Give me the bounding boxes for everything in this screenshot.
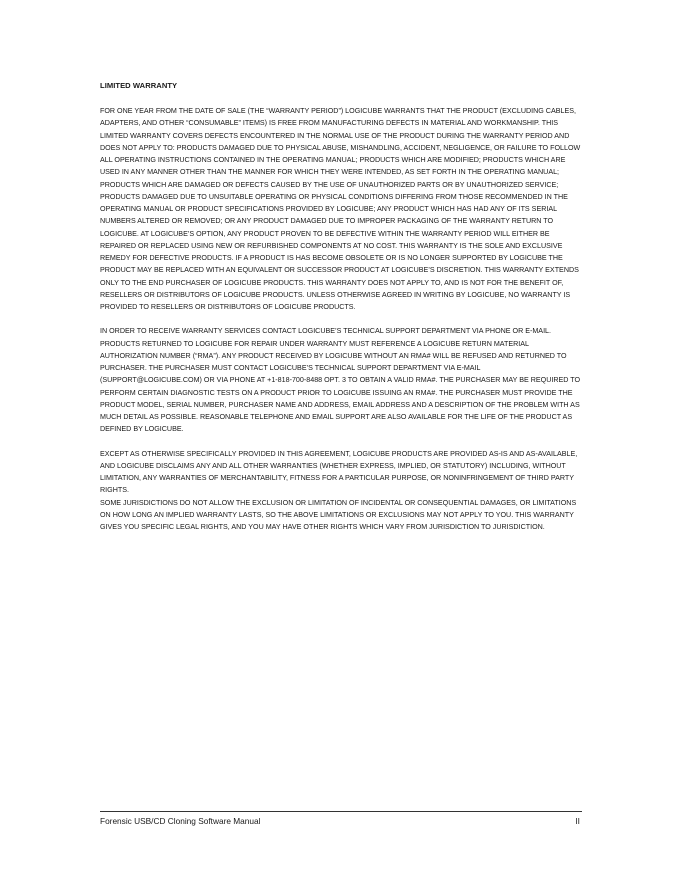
warranty-paragraph-coverage: FOR ONE YEAR FROM THE DATE OF SALE (THE “WARRANTY PERIOD”) LOGICUBE WARRANTS THAT THE PRODUCT (EXCLUDING CABLES, ADAPTERS, AND OTHER “CONSUMABLE” ITEMS) IS FREE FROM MANUFACTURING DEFECTS IN MATERIAL AND WORKMANSHIP. THIS LIMITED WARRANTY COVERS DEFECTS ENCOUNTERED IN THE NORMAL USE OF THE PRODUCT DURING THE WARRANTY PERIOD AND DOES NOT APPLY TO: PRODUCTS DAMAGED DUE TO PHYSICAL ABUSE, MISHANDLING, ACCIDENT, NEGLIGENCE, OR FAILURE TO FOLLOW ALL OPERATING INSTRUCTIONS CONTAINED IN THE OPERATING MANUAL; PRODUCTS WHICH ARE MODIFIED; PRODUCTS WHICH ARE USED IN ANY MANNER OTHER THAN THE MANNER FOR WHICH THEY WERE INTENDED, AS SET FORTH IN THE OPERATING MANUAL; PRODUCTS WHICH ARE DAMAGED OR DEFECTS CAUSED BY THE USE OF UNAUTHORIZED PARTS OR BY UNAUTHORIZED SERVICE; PRODUCTS DAMAGED DUE TO UNSUITABLE OPERATING OR PHYSICAL CONDITIONS DIFFERING FROM THOSE RECOMMENDED IN THE OPERATING MANUAL OR PRODUCT SPECIFICATIONS PROVIDED BY LOGICUBE; ANY PRODUCT WHICH HAS HAD ANY OF ITS SERIAL NUMBERS ALTERED OR REMOVED; OR ANY PRODUCT DAMAGED DUE TO IMPROPER PACKAGING OF THE WARRANTY RETURN TO LOGICUBE. AT LOGICUBE’S OPTION, ANY PRODUCT PROVEN TO BE DEFECTIVE WITHIN THE WARRANTY PERIOD WILL EITHER BE REPAIRED OR REPLACED USING NEW OR REFURBISHED COMPONENTS AT NO COST. THIS WARRANTY IS THE SOLE AND EXCLUSIVE REMEDY FOR DEFECTIVE PRODUCTS. IF A PRODUCT IS HAS BECOME OBSOLETE OR IS NO LONGER SUPPORTED BY LOGICUBE THE PRODUCT MAY BE REPLACED WITH AN EQUIVALENT OR SUCCESSOR PRODUCT AT LOGICUBE’S DISCRETION. THIS WARRANTY EXTENDS ONLY TO THE END PURCHASER OF LOGICUBE PRODUCTS. THIS WARRANTY DOES NOT APPLY TO, AND IS NOT FOR THE BENEFIT OF, RESELLERS OR DISTRIBUTORS OF LOGICUBE PRODUCTS. UNLESS OTHERWISE AGREED IN WRITING BY LOGICUBE, NO WARRANTY IS PROVIDED TO RESELLERS OR DISTRIBUTORS OF LOGICUBE PRODUCTS. bbox=[100, 107, 581, 311]
warranty-paragraph-service: IN ORDER TO RECEIVE WARRANTY SERVICES CONTACT LOGICUBE’S TECHNICAL SUPPORT DEPARTMENT VIA PHONE OR E-MAIL. PRODUCTS RETURNED TO LOGICUBE FOR REPAIR UNDER WARRANTY MUST REFERENCE A LOGICUBE RETURN MATERIAL AUTHORIZATION NUMBER (“RMA”). ANY PRODUCT RECEIVED BY LOGICUBE WITHOUT AN RMA# WILL BE REFUSED AND RETURNED TO PURCHASER. THE PURCHASER MUST CONTACT LOGICUBE’S TECHNICAL SUPPORT DEPARTMENT VIA E-MAIL (SUPPORT@LOGICUBE.COM) OR VIA PHONE AT +1-818-700-8488 OPT. 3 TO OBTAIN A VALID RMA#. THE PURCHASER MAY BE REQUIRED TO PERFORM CERTAIN DIAGNOSTIC TESTS ON A PRODUCT PRIOR TO LOGICUBE ISSUING AN RMA#. THE PURCHASER MUST PROVIDE THE PRODUCT MODEL, SERIAL NUMBER, PURCHASER NAME AND ADDRESS, EMAIL ADDRESS AND A DESCRIPTION OF THE PROBLEM WITH AS MUCH DETAIL AS POSSIBLE. REASONABLE TELEPHONE AND EMAIL SUPPORT ARE ALSO AVAILABLE FOR THE LIFE OF THE PRODUCT AS DEFINED BY LOGICUBE. bbox=[100, 327, 581, 434]
footer-manual-title: Forensic USB/CD Cloning Software Manual bbox=[100, 816, 261, 826]
page-footer bbox=[100, 811, 582, 827]
warranty-paragraph-jurisdiction: SOME JURISDICTIONS DO NOT ALLOW THE EXCLUSION OR LIMITATION OF INCIDENTAL OR CONSEQUENTIAL DAMAGES, OR LIMITATIONS ON HOW LONG AN IMPLIED WARRANTY LASTS, SO THE ABOVE LIMITATIONS OR EXCLUSIONS MAY NOT APPLY TO YOU. THIS WARRANTY GIVES YOU SPECIFIC LEGAL RIGHTS, AND YOU MAY HAVE OTHER RIGHTS WHICH VARY FROM JURISDICTION TO JURISDICTION. bbox=[100, 498, 577, 531]
section-heading: LIMITED WARRANTY bbox=[100, 81, 178, 90]
document-body bbox=[100, 80, 584, 545]
footer-page-number: II bbox=[575, 816, 580, 826]
warranty-paragraph-disclaimer: EXCEPT AS OTHERWISE SPECIFICALLY PROVIDED IN THIS AGREEMENT, LOGICUBE PRODUCTS ARE PROVIDED AS-IS AND AS-AVAILABLE, AND LOGICUBE DISCLAIMS ANY AND ALL OTHER WARRANTIES (WHETHER EXPRESS, IMPLIED, OR STATUTORY) INCLUDING, WITHOUT LIMITATION, ANY WARRANTIES OF MERCHANTABILITY, FITNESS FOR A PARTICULAR PURPOSE, OR NONINFRINGEMENT OF THIRD PARTY RIGHTS. bbox=[100, 449, 578, 495]
